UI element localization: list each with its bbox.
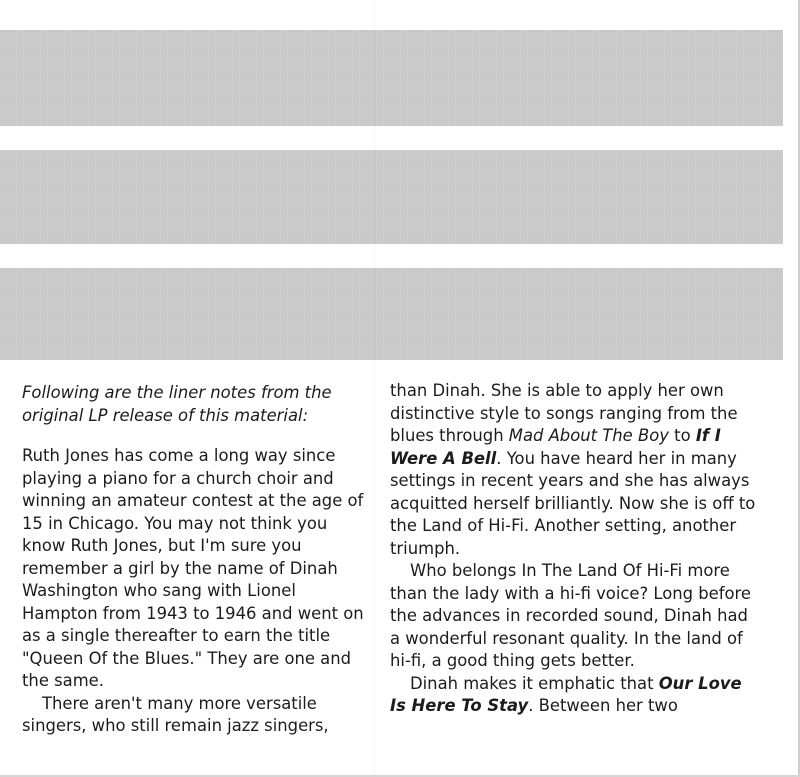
paragraph-our-love xyxy=(390,673,760,718)
paragraph-text: than Dinah. She is able to apply her own distinctive style to songs ranging from the blues through xyxy=(390,381,738,445)
paragraph-text: Dinah makes it emphatic that xyxy=(410,673,659,693)
decorative-band-bottom xyxy=(0,268,783,360)
decorative-band-middle xyxy=(0,150,783,244)
paragraph-distinctive-style xyxy=(390,380,760,560)
paragraph-land-of-hifi: Who belongs In The Land Of Hi-Fi more than the lady with a hi-fi voice? Long before the advances in recorded sound, Dinah had a wonderful resonant quality. In the land of hi-fi, a good thing gets better. xyxy=(390,561,752,670)
liner-notes-right-column xyxy=(390,380,760,718)
paragraph-text: . Between her two xyxy=(528,696,678,715)
paragraph-versatile-singers: There aren't many more versatile singers, who still remain jazz singers, xyxy=(22,693,329,735)
decorative-band-top xyxy=(0,30,783,126)
paragraph-text: . You have heard her in many settings in recent years and she has always acquitted herself brilliantly. Now she is off to the Land of Hi-Fi. Another setting, another triumph. xyxy=(390,448,756,558)
song-title: Our Love Is Here To Stay xyxy=(390,673,742,715)
song-title: If I Were A Bell xyxy=(390,426,721,468)
paragraph-text: to xyxy=(668,426,696,445)
liner-notes-left-column xyxy=(22,382,367,738)
paragraph-ruth-jones: Ruth Jones has come a long way since playing a piano for a church choir and winning an amateur contest at the age of 15 in Chicago. You may not think you know Ruth Jones, but I'm sure you remember a girl by the name of Dinah Washington who sang with Lionel Hampton from 1943 to 1946 and went on as a single thereafter to earn the title "Queen Of the Blues." They are one and the same. xyxy=(22,446,364,690)
liner-notes-intro: Following are the liner notes from the original LP release of this material: xyxy=(22,383,332,425)
fold-crease xyxy=(374,0,375,777)
song-title: Mad About The Boy xyxy=(508,426,669,445)
